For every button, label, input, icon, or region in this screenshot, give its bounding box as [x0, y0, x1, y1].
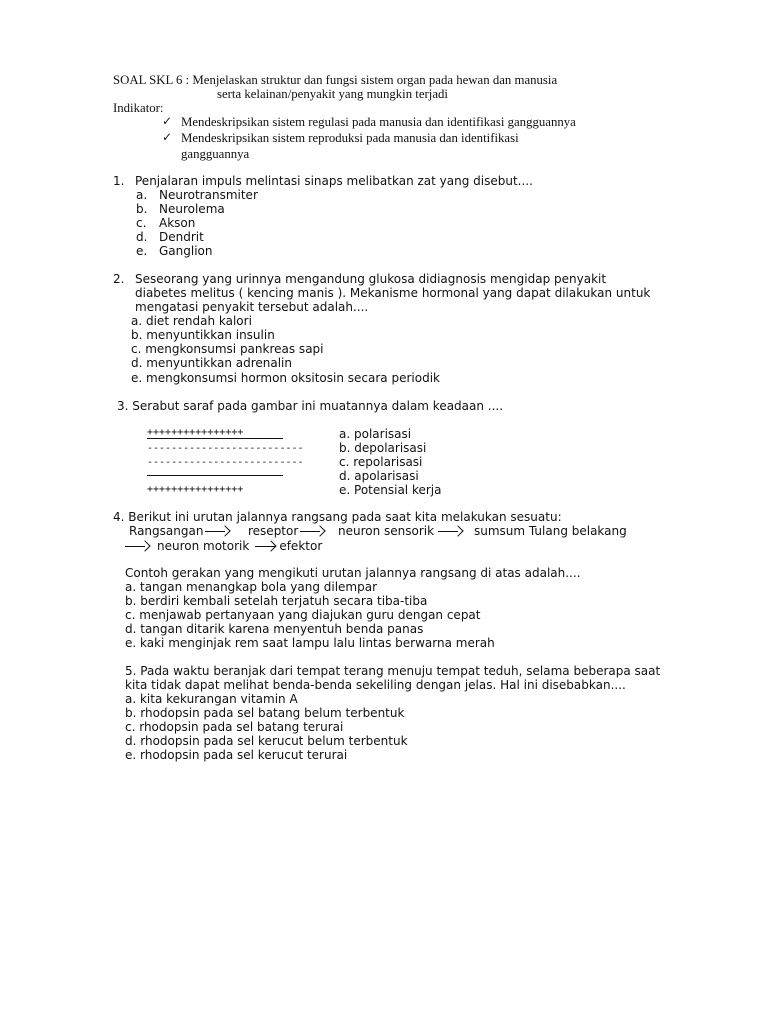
option-text: e. mengkonsumsi hormon oksitosin secara periodik: [131, 371, 440, 385]
arrow-right-icon: [125, 542, 151, 552]
option-text: c. menjawab pertanyaan yang diajukan guru dengan cepat: [125, 608, 481, 622]
option-text: d. tangan ditarik karena menyentuh benda panas: [125, 622, 424, 636]
flow-step: efektor: [279, 539, 323, 553]
option-text: c. rhodopsin pada sel batang terurai: [125, 720, 344, 734]
option-text: a. tangan menangkap bola yang dilempar: [125, 580, 378, 594]
option-text: b. berdiri kembali setelah terjatuh secara tiba-tiba: [125, 594, 428, 608]
option-letter: e.: [136, 244, 148, 258]
flow-step: reseptor: [248, 524, 299, 538]
option-text: d. rhodopsin pada sel kerucut belum terbentuk: [125, 734, 408, 748]
negative-charge-row: --------------------------: [147, 457, 304, 468]
skl-title-line2: serta kelainan/penyakit yang mungkin terjadi: [217, 87, 448, 101]
indicator-item: Mendeskripsikan sistem reproduksi pada manusia dan identifikasi: [181, 131, 519, 145]
option-letter: d.: [136, 230, 148, 244]
q4-text: 4. Berikut ini urutan jalannya rangsang pada saat kita melakukan sesuatu:: [113, 510, 562, 524]
arrow-right-icon: [438, 527, 464, 537]
stimulus-flow-row1b: [248, 524, 328, 538]
option-text: Neurotransmiter: [159, 188, 258, 202]
negative-charge-row: --------------------------: [147, 443, 304, 454]
option-text: a. polarisasi: [339, 427, 412, 441]
q1-text: Penjalaran impuls melintasi sinaps melibatkan zat yang disebut....: [135, 174, 533, 188]
flow-step: Rangsangan: [129, 524, 204, 538]
option-text: Ganglion: [159, 244, 213, 258]
option-text: a. kita kekurangan vitamin A: [125, 692, 298, 706]
positive-charge-row: ++++++++++++++++: [147, 427, 244, 438]
option-text: e. rhodopsin pada sel kerucut terurai: [125, 748, 348, 762]
checkmark-icon: ✓: [162, 130, 173, 144]
flow-step: neuron motorik: [157, 539, 250, 553]
positive-charge-row: ++++++++++++++++: [147, 484, 244, 495]
q4-question: Contoh gerakan yang mengikuti urutan jalannya rangsang di atas adalah....: [125, 566, 581, 580]
stimulus-flow-row1: [129, 524, 233, 538]
option-letter: a.: [136, 188, 148, 202]
q5-text-line1: 5. Pada waktu beranjak dari tempat terang menuju tempat teduh, selama beberapa saat: [125, 664, 661, 678]
indicator-item: Mendeskripsikan sistem regulasi pada manusia dan identifikasi gangguannya: [181, 115, 576, 129]
q1-number: 1.: [113, 174, 125, 188]
option-text: b. menyuntikkan insulin: [131, 328, 275, 342]
option-text: c. mengkonsumsi pankreas sapi: [131, 342, 324, 356]
option-letter: b.: [136, 202, 148, 216]
option-text: e. kaki menginjak rem saat lampu lalu lintas berwarna merah: [125, 636, 495, 650]
indicator-label: Indikator:: [113, 101, 164, 115]
arrow-right-icon: [300, 527, 326, 537]
q3-text: 3. Serabut saraf pada gambar ini muatannya dalam keadaan ....: [117, 399, 504, 413]
q2-text-line1: Seseorang yang urinnya mengandung glukosa didiagnosis mengidap penyakit: [135, 272, 607, 286]
option-text: b. rhodopsin pada sel batang belum terbentuk: [125, 706, 405, 720]
option-letter: c.: [136, 216, 147, 230]
membrane-line: [147, 475, 283, 476]
option-text: d. menyuntikkan adrenalin: [131, 356, 292, 370]
arrow-right-icon: [255, 542, 277, 552]
q2-text-line2: diabetes melitus ( kencing manis ). Mekanisme hormonal yang dapat dilakukan untuk: [135, 286, 651, 300]
stimulus-flow-row2: [123, 539, 322, 553]
option-text: Neurolema: [159, 202, 225, 216]
q2-number: 2.: [113, 272, 125, 286]
option-text: d. apolarisasi: [339, 469, 419, 483]
option-text: c. repolarisasi: [339, 455, 423, 469]
q2-text-line3: mengatasi penyakit tersebut adalah....: [135, 300, 369, 314]
option-text: Akson: [159, 216, 196, 230]
skl-title-line1: SOAL SKL 6 : Menjelaskan struktur dan fungsi sistem organ pada hewan dan manusia: [113, 73, 558, 87]
flow-step: sumsum Tulang belakang: [474, 524, 627, 538]
flow-step: neuron sensorik: [338, 524, 435, 538]
membrane-line: [147, 438, 283, 439]
q5-text-line2: kita tidak dapat melihat benda-benda sekeliling dengan jelas. Hal ini disebabkan....: [125, 678, 626, 692]
option-text: Dendrit: [159, 230, 204, 244]
arrow-right-icon: [205, 527, 231, 537]
option-text: a. diet rendah kalori: [131, 314, 252, 328]
stimulus-flow-row1c: [338, 524, 466, 538]
option-text: e. Potensial kerja: [339, 483, 442, 497]
option-text: b. depolarisasi: [339, 441, 427, 455]
indicator-item-continued: gangguannya: [181, 147, 250, 161]
checkmark-icon: ✓: [162, 114, 173, 128]
